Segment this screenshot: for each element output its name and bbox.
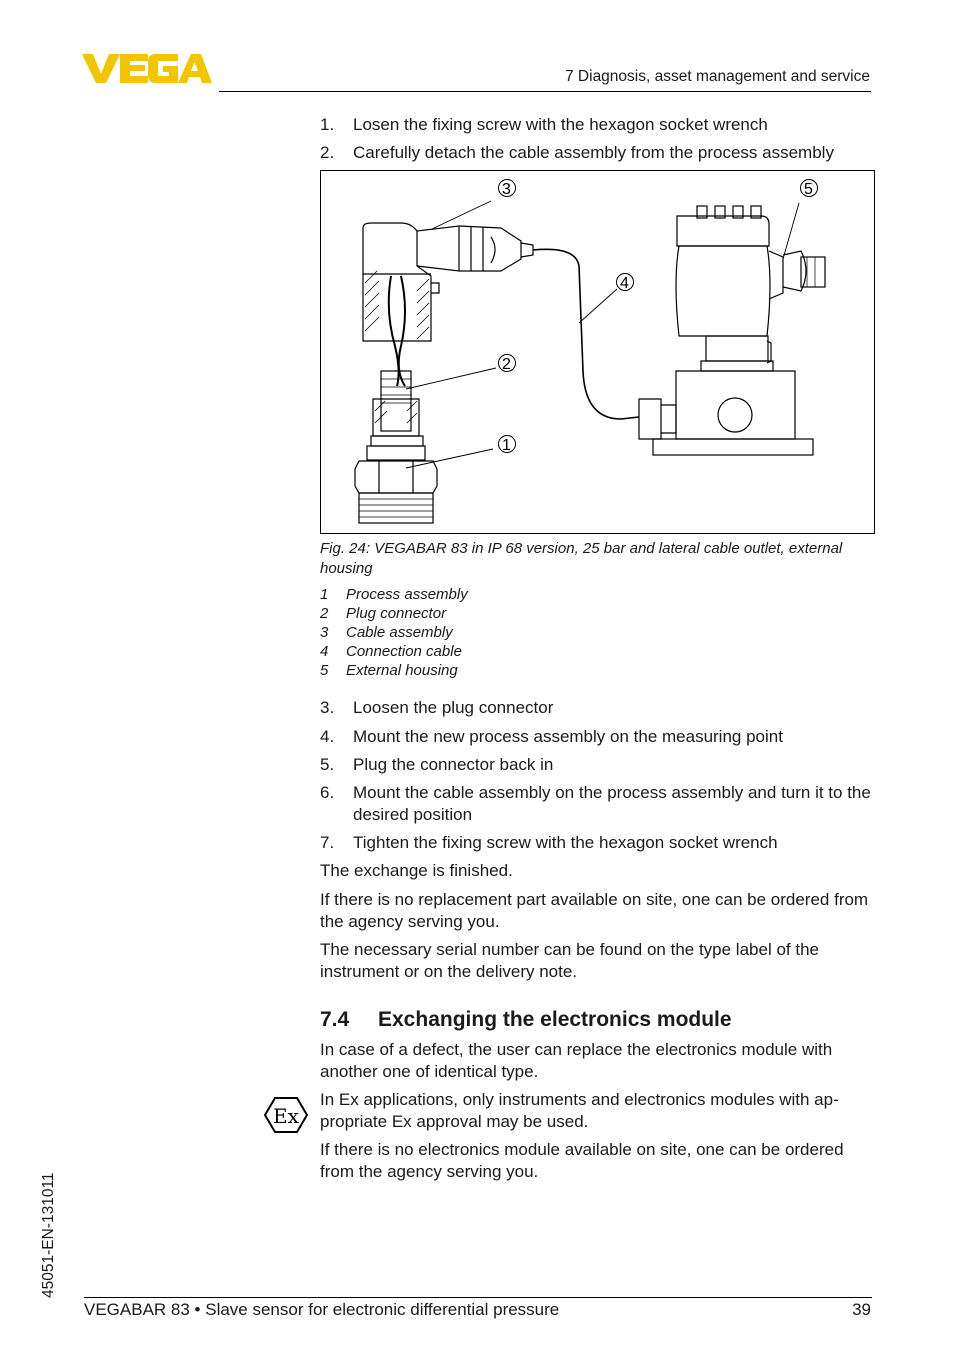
header-divider <box>219 91 871 92</box>
page-number: 39 <box>852 1300 871 1319</box>
legend-number: 2 <box>320 605 329 622</box>
step-number: 5. <box>320 755 335 774</box>
legend-item <box>320 661 458 680</box>
step-number: 1. <box>320 115 335 134</box>
document-code: 45051-EN-131011 <box>40 1172 57 1298</box>
legend-number: 3 <box>320 624 329 641</box>
legend-number: 5 <box>320 662 329 679</box>
step-number: 7. <box>320 833 335 852</box>
list-item <box>320 142 875 164</box>
step-text: Loosen the plug connector <box>353 698 554 717</box>
legend-number: 4 <box>320 643 329 660</box>
step-number: 3. <box>320 698 335 717</box>
ex-icon-label: Ex <box>273 1104 299 1128</box>
list-item <box>320 832 875 854</box>
step-number: 4. <box>320 727 335 746</box>
legend-text: Cable assembly <box>346 624 453 641</box>
section-title: Exchanging the electronics module <box>378 1008 732 1031</box>
legend-item <box>320 604 446 623</box>
legend-text: Plug connector <box>346 605 447 622</box>
step-text: Mount the new process assembly on the measuring point <box>353 727 783 746</box>
step-number: 6. <box>320 783 335 802</box>
vega-logo <box>82 50 212 86</box>
step-number: 2. <box>320 143 335 162</box>
step-text: Losen the fixing screw with the hexagon socket wrench <box>353 115 768 134</box>
footer-divider <box>84 1297 872 1298</box>
step-text: Carefully detach the cable assembly from the process assembly <box>353 143 834 162</box>
callout-4: 4 <box>620 275 629 292</box>
legend-number: 1 <box>320 586 329 603</box>
ex-hexagon-icon <box>264 1096 308 1134</box>
callout-5: 5 <box>804 181 813 198</box>
step-text: Tighten the fixing screw with the hexagon socket wrench <box>353 833 778 852</box>
sensor-assembly-drawing <box>321 171 874 533</box>
paragraph: In Ex applications, only instruments and electronics modules with ap-propriate Ex approval may be used. <box>320 1090 839 1131</box>
section-heading <box>320 1008 732 1032</box>
callout-3: 3 <box>502 181 511 198</box>
step-text: Plug the connector back in <box>353 755 554 774</box>
list-item <box>320 782 875 826</box>
figure-frame <box>320 170 875 534</box>
legend-item <box>320 642 462 661</box>
legend-text: Connection cable <box>346 643 462 660</box>
callout-2: 2 <box>502 356 511 373</box>
paragraph: If there is no replacement part available on site, one can be ordered from the agency serving you. <box>320 890 869 931</box>
figure-caption: Fig. 24: VEGABAR 83 in IP 68 version, 25 bar and lateral cable outlet, external housing <box>320 540 843 577</box>
header-section-title: 7 Diagnosis, asset management and service <box>565 68 870 85</box>
legend-text: External housing <box>346 662 458 679</box>
paragraph: If there is no electronics module available on site, one can be ordered from the agency serving you. <box>320 1140 844 1181</box>
footer-product: VEGABAR 83 • Slave sensor for electronic differential pressure <box>84 1300 560 1319</box>
list-item <box>320 726 875 748</box>
step-text: Mount the cable assembly on the process assembly and turn it to the desired position <box>353 783 871 824</box>
section-number: 7.4 <box>320 1008 350 1031</box>
legend-item <box>320 585 468 604</box>
list-item <box>320 754 875 776</box>
list-item <box>320 697 875 719</box>
list-item <box>320 114 875 136</box>
legend-text: Process assembly <box>346 586 468 603</box>
paragraph: In case of a defect, the user can replace the electronics module with another one of identical type. <box>320 1040 833 1081</box>
callout-1: 1 <box>502 437 511 454</box>
legend-item <box>320 623 453 642</box>
paragraph: The necessary serial number can be found on the type label of the instrument or on the delivery note. <box>320 940 819 981</box>
paragraph: The exchange is finished. <box>320 861 513 880</box>
